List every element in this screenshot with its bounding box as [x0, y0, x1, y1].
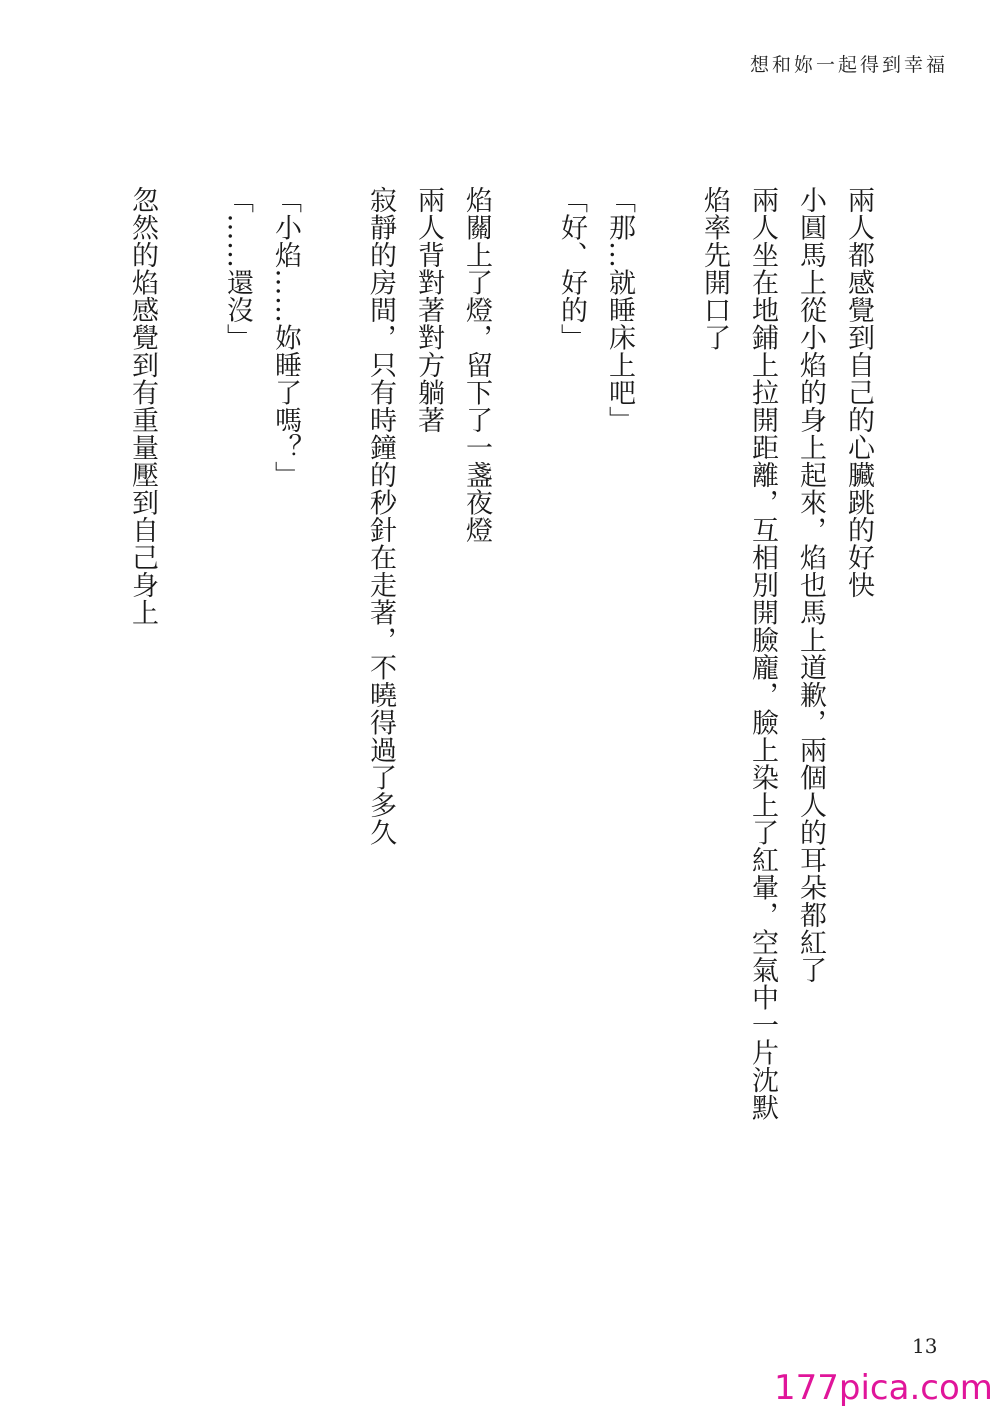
text-column-7: 焰關上了燈，留下了一盞夜燈: [461, 186, 492, 544]
text-column-8: 兩人背對著對方躺著: [413, 186, 444, 434]
text-column-12: 忽然的焰感覺到有重量壓到自己身上: [127, 186, 158, 626]
text-column-10: 「小焰……妳睡了嗎？」: [270, 186, 301, 489]
text-column-5: 「那…就睡床上吧」: [604, 186, 635, 434]
text-column-3: 兩人坐在地鋪上拉開距離，互相別開臉龐，臉上染上了紅暈，空氣中一片沈默: [747, 186, 778, 1121]
text-column-6: 「好、好的」: [556, 186, 587, 351]
text-column-4: 焰率先開口了: [699, 186, 730, 351]
watermark: 177pica.com: [774, 1368, 993, 1408]
page-number: 13: [912, 1334, 938, 1358]
text-column-1: 兩人都感覺到自己的心臟跳的好快: [843, 186, 874, 599]
text-column-11: 「……還沒」: [222, 186, 253, 351]
text-column-9: 寂靜的房間，只有時鐘的秒針在走著，不曉得過了多久: [365, 186, 396, 846]
text-column-2: 小圓馬上從小焰的身上起來，焰也馬上道歉，兩個人的耳朵都紅了: [795, 186, 826, 984]
running-title: 想和妳一起得到幸福: [749, 54, 948, 76]
